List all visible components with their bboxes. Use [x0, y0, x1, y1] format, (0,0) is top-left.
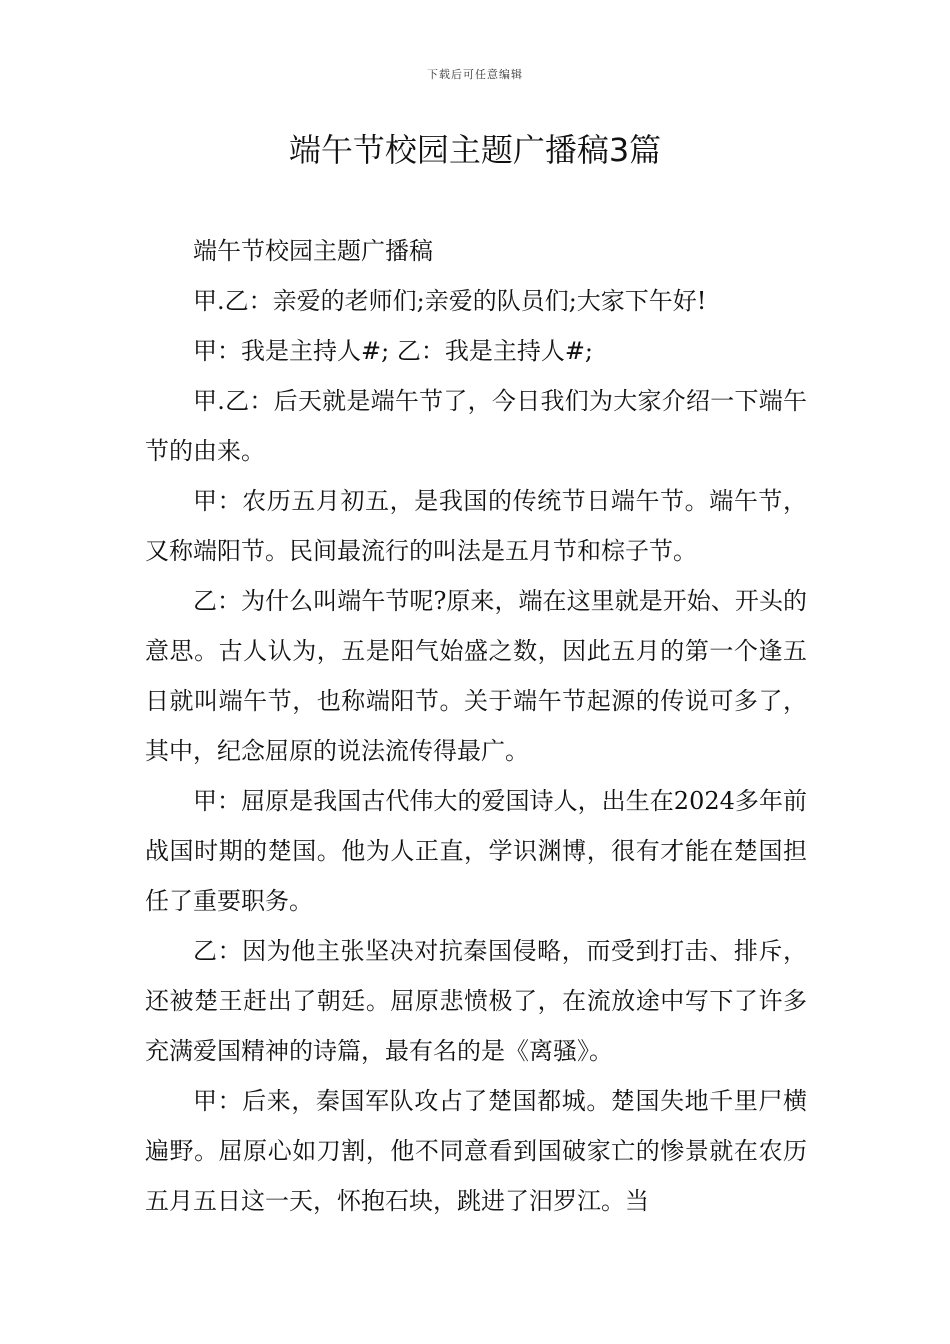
paragraph: 甲.乙：亲爱的老师们;亲爱的队员们;大家下午好!: [193, 287, 707, 315]
paragraph: 乙：因为他主张坚决对抗秦国侵略，而受到打击、排斥，还被楚王赶出了朝廷。屈原悲愤极了，在流放途中写下了许多充满爱国精神的诗篇，最有名的是《离骚》。: [145, 937, 807, 1065]
document-body: [145, 226, 807, 1226]
paragraph: 甲：屈原是我国古代伟大的爱国诗人，出生在2024多年前战国时期的楚国。他为人正直，学识渊博，很有才能在楚国担任了重要职务。: [145, 787, 807, 915]
paragraph: 甲.乙：后天就是端午节了，今日我们为大家介绍一下端午节的由来。: [145, 387, 807, 465]
document-title: 端午节校园主题广播稿3篇: [288, 131, 662, 169]
paragraph: 甲：我是主持人#; 乙：我是主持人#;: [193, 337, 594, 365]
paragraph: 甲：农历五月初五，是我国的传统节日端午节。端午节，又称端阳节。民间最流行的叫法是五月节和棕子节。: [145, 487, 807, 565]
paragraph: 乙：为什么叫端午节呢?原来，端在这里就是开始、开头的意思。古人认为，五是阳气始盛之数，因此五月的第一个逢五日就叫端午节，也称端阳节。关于端午节起源的传说可多了，其中，纪念屈原的说法流传得最广。: [145, 587, 807, 765]
paragraph-subtitle: 端午节校园主题广播稿: [193, 237, 433, 265]
header-note: 下载后可任意编辑: [427, 68, 523, 81]
paragraph: 甲：后来，秦国军队攻占了楚国都城。楚国失地千里尸横遍野。屈原心如刀割，他不同意看到国破家亡的惨景就在农历五月五日这一天，怀抱石块，跳进了汨罗江。当: [145, 1087, 807, 1215]
